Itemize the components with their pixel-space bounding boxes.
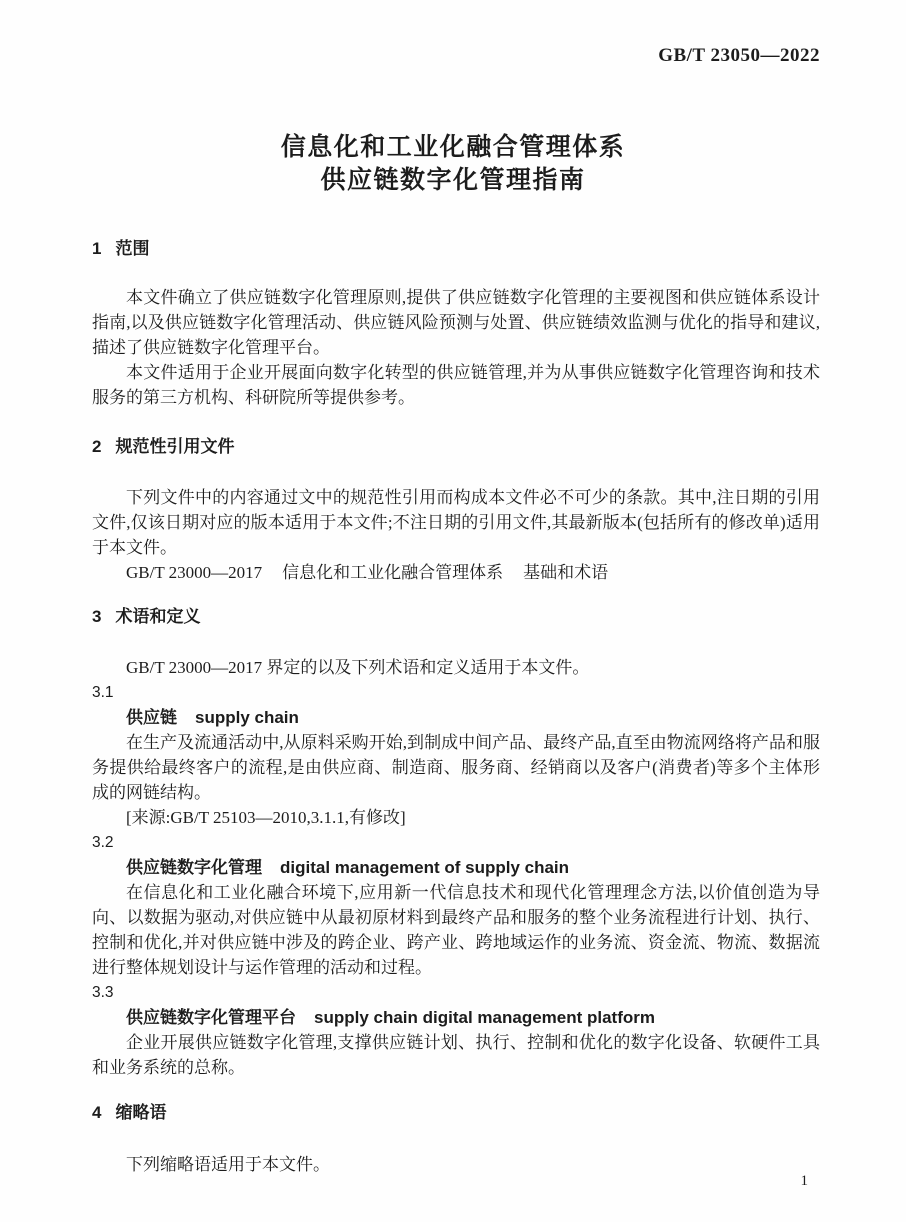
section-scope-body bbox=[92, 285, 820, 410]
term-name-zh: 供应链 bbox=[126, 708, 177, 727]
abbreviations-intro: 下列缩略语适用于本文件。 bbox=[126, 1155, 330, 1174]
term-name bbox=[92, 855, 820, 880]
term-source: [来源:GB/T 25103—2010,3.1.1,有修改] bbox=[126, 808, 406, 827]
section-title: 术语和定义 bbox=[115, 607, 201, 626]
scope-paragraph-2: 本文件适用于企业开展面向数字化转型的供应链管理,并为从事供应链数字化管理咨询和技术服务的第三方机构、科研院所等提供参考。 bbox=[92, 363, 820, 407]
term-definition: 企业开展供应链数字化管理,支撑供应链计划、执行、控制和优化的数字化设备、软硬件工具和业务系统的总称。 bbox=[92, 1033, 820, 1077]
term-name bbox=[92, 1005, 820, 1030]
term-number: 3.1 bbox=[92, 684, 114, 701]
term-item bbox=[92, 980, 820, 1080]
section-references-heading bbox=[92, 437, 820, 457]
title-line-2: 供应链数字化管理指南 bbox=[320, 166, 586, 194]
term-name-en: supply chain bbox=[195, 708, 299, 727]
section-terms-heading bbox=[92, 607, 820, 627]
section-title: 范围 bbox=[115, 239, 150, 258]
term-name-zh: 供应链数字化管理平台 bbox=[126, 1008, 296, 1027]
term-number: 3.2 bbox=[92, 834, 114, 851]
document-body bbox=[92, 239, 820, 1177]
document-title bbox=[0, 131, 906, 197]
reference-subtitle: 基础和术语 bbox=[523, 563, 609, 582]
section-number: 4 bbox=[92, 1103, 102, 1122]
term-item bbox=[92, 830, 820, 980]
section-number: 3 bbox=[92, 607, 102, 626]
term-definition: 在信息化和工业化融合环境下,应用新一代信息技术和现代化管理理念方法,以价值创造为导向、以数据为驱动,对供应链中从最初原材料到最终产品和服务的整个业务流程进行计划、执行、控制和优化,并对供应链中涉及的跨企业、跨产业、跨地域运作的业务流、资金流、物流、数据流进行整体规划设计与运作管理的活动和过程。 bbox=[92, 883, 820, 977]
term-name-zh: 供应链数字化管理 bbox=[126, 858, 262, 877]
document-header bbox=[0, 0, 906, 65]
title-line-1: 信息化和工业化融合管理体系 bbox=[280, 133, 626, 161]
section-number: 1 bbox=[92, 239, 102, 258]
page-number: 1 bbox=[800, 1173, 808, 1189]
reference-code: GB/T 23000—2017 bbox=[126, 563, 263, 582]
section-references-body bbox=[92, 485, 820, 585]
term-number: 3.3 bbox=[92, 984, 114, 1001]
section-title: 规范性引用文件 bbox=[115, 437, 235, 456]
section-abbreviations-body bbox=[92, 1152, 820, 1177]
term-name bbox=[92, 705, 820, 730]
normative-reference-entry bbox=[92, 560, 820, 585]
section-title: 缩略语 bbox=[115, 1103, 167, 1122]
terms-intro: GB/T 23000—2017 界定的以及下列术语和定义适用于本文件。 bbox=[126, 658, 590, 677]
section-number: 2 bbox=[92, 437, 102, 456]
section-scope-heading bbox=[92, 239, 820, 259]
term-name-en: supply chain digital management platform bbox=[314, 1008, 655, 1027]
term-item bbox=[92, 680, 820, 830]
term-name-en: digital management of supply chain bbox=[280, 858, 570, 877]
scope-paragraph-1: 本文件确立了供应链数字化管理原则,提供了供应链数字化管理的主要视图和供应链体系设计指南,以及供应链数字化管理活动、供应链风险预测与处置、供应链绩效监测与优化的指导和建议,描述了供应链数字化管理平台。 bbox=[92, 288, 820, 357]
section-abbreviations-heading bbox=[92, 1103, 820, 1123]
term-definition: 在生产及流通活动中,从原料采购开始,到制成中间产品、最终产品,直至由物流网络将产品和服务提供给最终客户的流程,是由供应商、制造商、服务商、经销商以及客户(消费者)等多个主体形成的网链结构。 bbox=[92, 733, 820, 802]
reference-title: 信息化和工业化融合管理体系 bbox=[282, 563, 504, 582]
section-terms-body bbox=[92, 655, 820, 1080]
standard-number: GB/T 23050—2022 bbox=[658, 45, 820, 66]
references-paragraph: 下列文件中的内容通过文中的规范性引用而构成本文件必不可少的条款。其中,注日期的引用文件,仅该日期对应的版本适用于本文件;不注日期的引用文件,其最新版本(包括所有的修改单)适用于本文件。 bbox=[92, 488, 820, 557]
